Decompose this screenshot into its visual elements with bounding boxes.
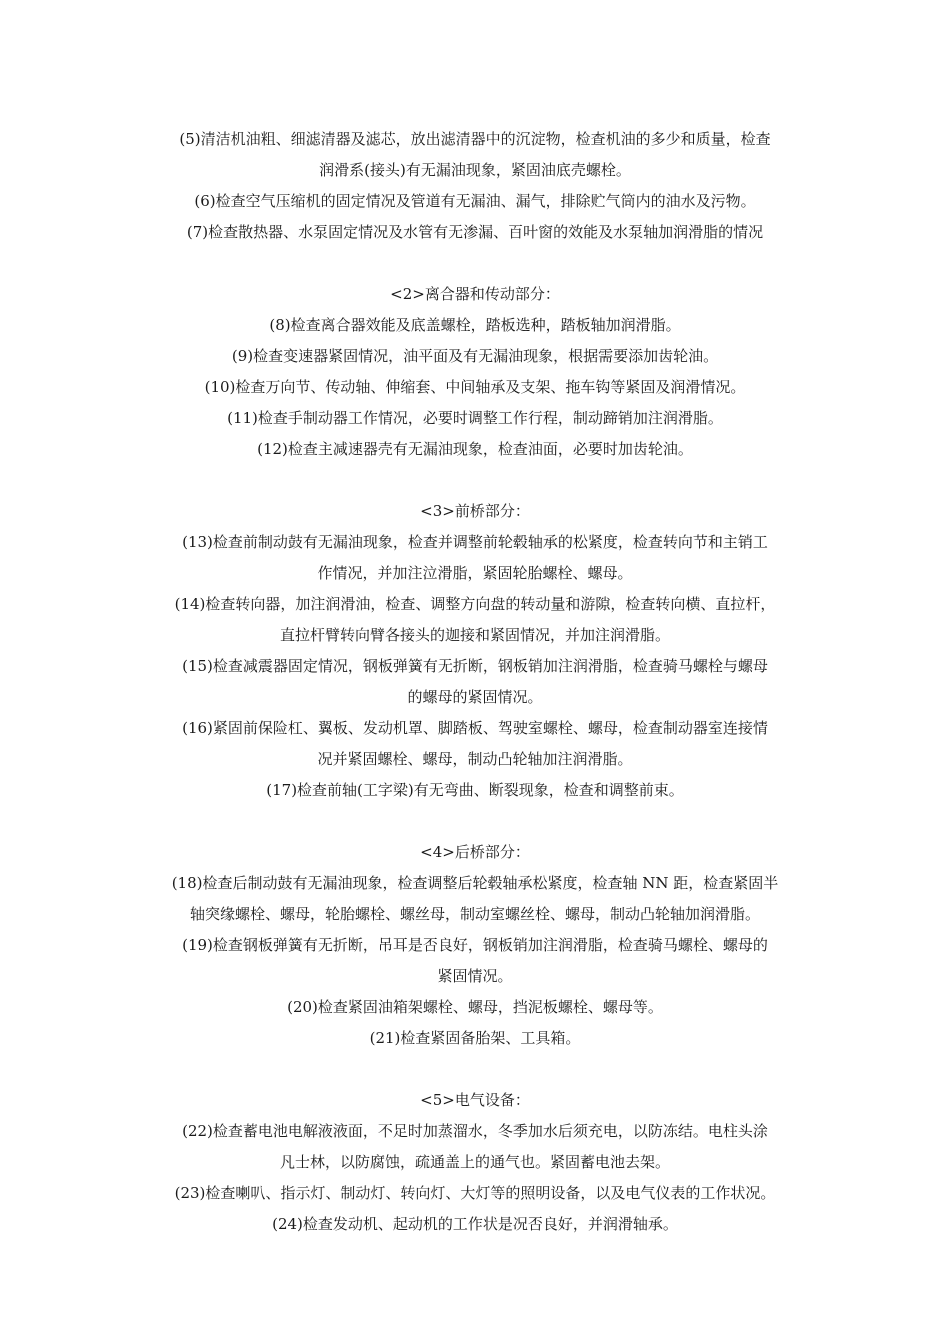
paragraph-line: (11)检查手制动器工作情况，必要时调整工作行程，制动蹄销加注润滑脂。 (227, 409, 723, 427)
paragraph-line: (19)检查钢板弹簧有无折断，吊耳是否良好，钢板销加注润滑脂，检查骑马螺栓、螺母的 (182, 936, 768, 954)
paragraph-line: (12)检查主减速器壳有无漏油现象，检查油面，必要时加齿轮油。 (257, 440, 693, 458)
section-gap (140, 465, 810, 496)
section-heading: <2>离合器和传动部分： (390, 285, 560, 303)
paragraph-line: 凡士林，以防腐蚀，疏通盖上的通气也。紧固蓄电池去架。 (279, 1153, 670, 1171)
section-electrical (140, 1085, 810, 1240)
paragraph-line: 润滑系(接头)有无漏油现象，紧固油底壳螺栓。 (319, 161, 631, 179)
section-heading: <3>前桥部分： (420, 502, 530, 520)
paragraph-line: (20)检查紧固油箱架螺栓、螺母，挡泥板螺栓、螺母等。 (287, 998, 663, 1016)
section-rear-axle (140, 837, 810, 1054)
paragraph-line: (10)检查万向节、传动轴、伸缩套、中间轴承及支架、拖车钩等紧固及润滑情况。 (204, 378, 746, 396)
paragraph-line: 况并紧固螺栓、螺母，制动凸轮轴加注润滑脂。 (317, 750, 633, 768)
paragraph-line: (14)检查转向器，加注润滑油，检查、调整方向盘的转动量和游隙，检查转向横、直拉杆， (174, 595, 776, 613)
paragraph-line: (24)检查发动机、起动机的工作状是况否良好，并润滑轴承。 (272, 1215, 678, 1233)
section-heading: <5>电气设备： (420, 1091, 530, 1109)
paragraph-line: (9)检查变速器紧固情况，油平面及有无漏油现象，根据需要添加齿轮油。 (231, 347, 719, 365)
paragraph-line: (23)检查喇叭、指示灯、制动灯、转向灯、大灯等的照明设备，以及电气仪表的工作状况。 (174, 1184, 776, 1202)
paragraph-line: (22)检查蓄电池电解液液面，不足时加蒸溜水，冬季加水后须充电，以防冻结。电柱头涂 (182, 1122, 768, 1140)
section-gap (140, 248, 810, 279)
section-clutch-transmission (140, 279, 810, 465)
paragraph-line: (5)清洁机油粗、细滤清器及滤芯，放出滤清器中的沉淀物，检查机油的多少和质量，检查 (179, 130, 771, 148)
paragraph-line: 紧固情况。 (437, 967, 513, 985)
paragraph-line: (18)检查后制动鼓有无漏油现象，检查调整后轮毂轴承松紧度，检查轴 NN 距，检查紧固半 (171, 874, 779, 892)
section-engine (140, 124, 810, 248)
paragraph-line: (15)检查减震器固定情况，钢板弹簧有无折断，钢板销加注润滑脂，检查骑马螺栓与螺母 (182, 657, 768, 675)
section-gap (140, 806, 810, 837)
paragraph-line: (7)检查散热器、水泵固定情况及水管有无渗漏、百叶窗的效能及水泵轴加润滑脂的情况 (186, 223, 764, 241)
paragraph-line: (8)检查离合器效能及底盖螺栓，踏板选种，踏板轴加润滑脂。 (269, 316, 681, 334)
paragraph-line: 轴突缘螺栓、螺母，轮胎螺栓、螺丝母，制动室螺丝栓、螺母，制动凸轮轴加润滑脂。 (189, 905, 760, 923)
paragraph-line: 作情况，并加注泣滑脂，紧固轮胎螺栓、螺母。 (317, 564, 633, 582)
paragraph-line: (17)检查前轴(工字梁)有无弯曲、断裂现象，检查和调整前束。 (266, 781, 684, 799)
section-front-axle (140, 496, 810, 806)
paragraph-line: (21)检查紧固备胎架、工具箱。 (369, 1029, 581, 1047)
paragraph-line: 直拉杆臂转向臂各接头的迦接和紧固情况，并加注润滑脂。 (279, 626, 670, 644)
section-gap (140, 1054, 810, 1085)
paragraph-line: (16)紧固前保险杠、翼板、发动机罩、脚踏板、驾驶室螺栓、螺母，检查制动器室连接情 (182, 719, 768, 737)
paragraph-line: (6)检查空气压缩机的固定情况及管道有无漏油、漏气，排除贮气筒内的油水及污物。 (194, 192, 756, 210)
text-column (140, 124, 810, 1240)
paragraph-line: (13)检查前制动鼓有无漏油现象，检查并调整前轮毂轴承的松紧度，检查转向节和主销工 (182, 533, 768, 551)
section-heading: <4>后桥部分： (420, 843, 530, 861)
paragraph-line: 的螺母的紧固情况。 (407, 688, 543, 706)
